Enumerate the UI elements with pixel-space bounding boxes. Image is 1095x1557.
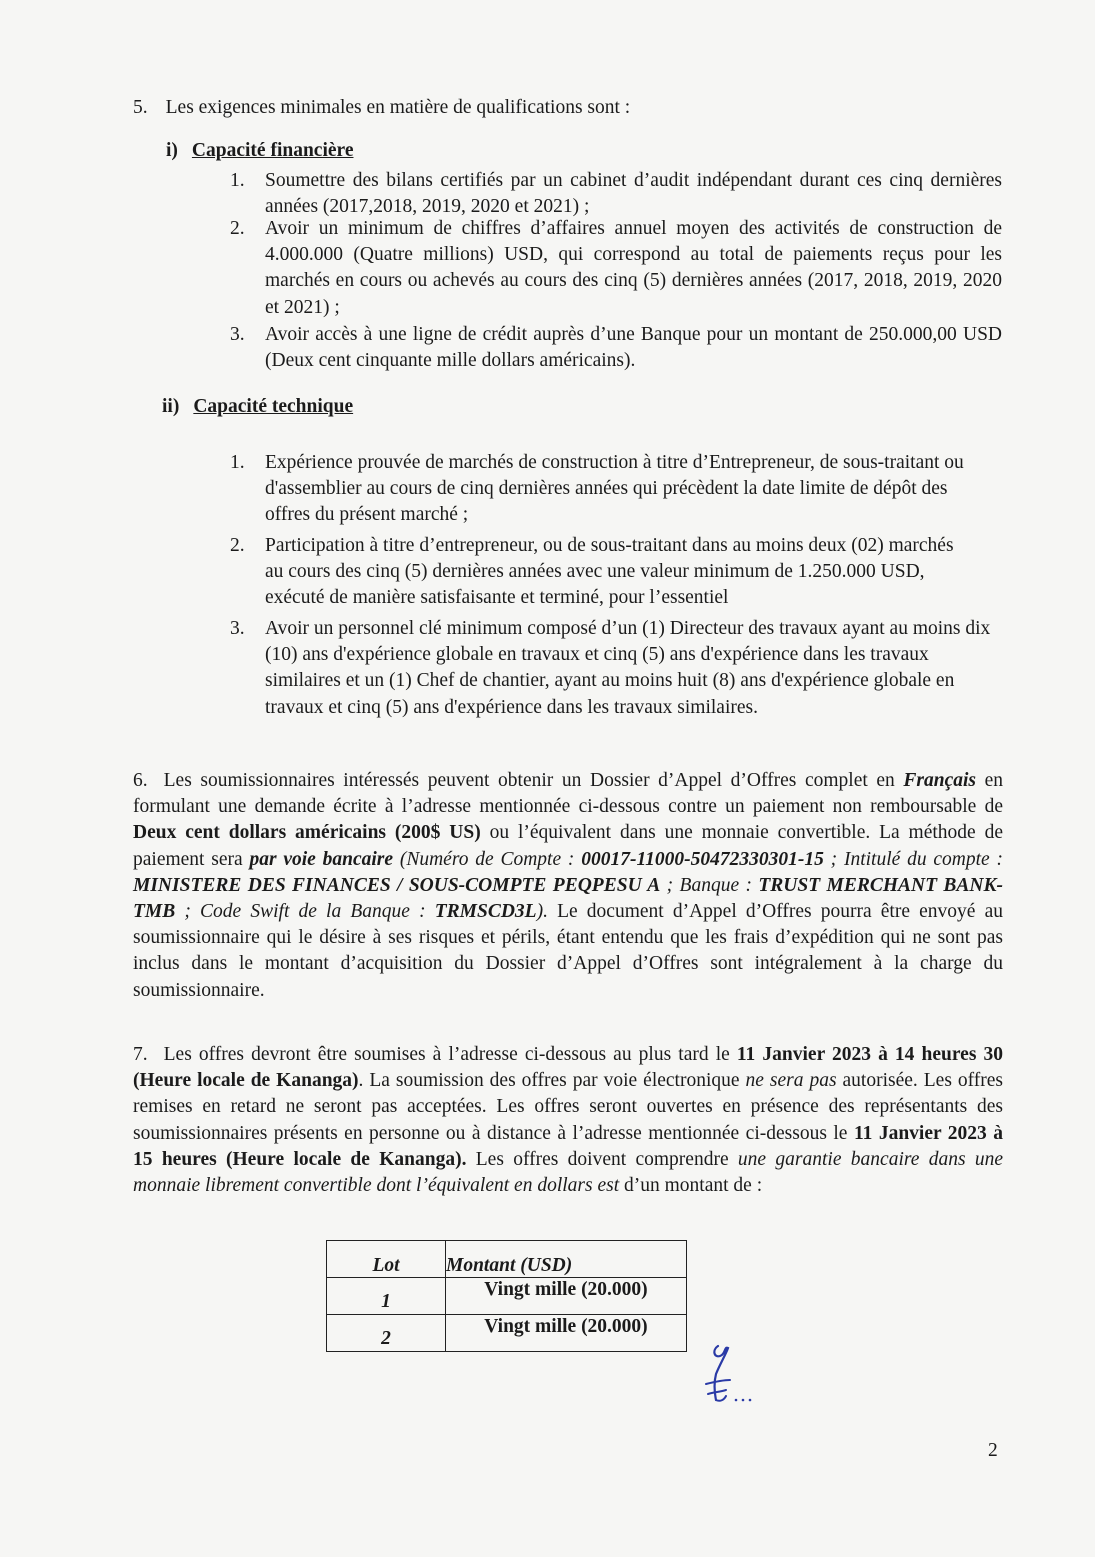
text-run: Les soumissionnaires intéressés peuvent obtenir un Dossier d’Appel d’Offres complet en	[163, 770, 904, 791]
section-7-number: 7.	[133, 1044, 148, 1065]
opening-date: 11 Janvier 2023 à 15 heures (Heure locale de Kananga).	[133, 1122, 1003, 1170]
list-item-text: Avoir un minimum de chiffres d’affaires annuel moyen des activités de construction de 4.000.000 (Quatre millions) USD, qui correspond au total de paiements reçus pour les marchés en cours ou achevés au cours des cinq (5) dernières années (2017, 2018, 2019, 2020 et 2021) ;	[265, 218, 1002, 318]
technical-capacity-label: ii)	[162, 396, 180, 417]
section-5-heading	[133, 95, 630, 121]
column-header-amount: Montant (USD)	[446, 1241, 687, 1278]
column-header-lot: Lot	[327, 1241, 446, 1278]
financial-capacity-label: i)	[166, 140, 178, 161]
text-run: ; Intitulé du compte :	[823, 848, 1003, 870]
table-row	[327, 1278, 687, 1315]
submission-deadline: 11 Janvier 2023 à 14 heures 30 (Heure locale de Kananga)	[133, 1044, 1003, 1092]
list-item-text: Avoir accès à une ligne de crédit auprès d’une Banque pour un montant de 250.000,00 USD (Deux cent cinquante mille dollars américains).	[265, 324, 1002, 372]
language-emphasis: Français	[903, 770, 976, 791]
lot-amount: Vingt mille (20.000)	[484, 1316, 648, 1337]
text-run: d’un montant de :	[619, 1175, 763, 1197]
text-run: ; Code Swift de la Banque :	[175, 901, 435, 923]
list-item-text: Avoir un personnel clé minimum composé d’un (1) Directeur des travaux ayant au moins dix (10) ans d'expérience globale en travaux et cinq (5) ans d'expérience dans les travaux similaires et un (1) Chef de chantier, ayant au moins huit (8) ans d'expérience globale en travaux et cinq (5) ans d'expérience dans les travaux similaires.	[265, 618, 991, 718]
lot-guarantee-table	[326, 1240, 687, 1352]
text-run: Les offres doivent comprendre	[466, 1148, 738, 1170]
list-item-text: Expérience prouvée de marchés de construction à titre d’Entrepreneur, de sous-traitant ou d'assemblier au cours de cinq dernières années qui précèdent la date limite de dépôt des offres du présent marché ;	[265, 452, 964, 526]
guarantee-emphasis: une garantie bancaire dans une monnaie librement convertible dont l’équivalent en dollars est	[133, 1148, 1003, 1197]
table-cell-amount	[446, 1315, 687, 1352]
text-run: en formulant une demande écrite à l’adresse mentionnée ci-dessous contre un paiement non remboursable de	[133, 770, 1003, 818]
technical-capacity-heading	[162, 396, 353, 418]
list-number: 2.	[230, 535, 245, 556]
lot-number: 1	[381, 1291, 391, 1312]
list-number: 2.	[230, 218, 245, 239]
section-6-paragraph	[133, 768, 1003, 1004]
table-cell-lot	[327, 1278, 446, 1315]
text-run: . La soumission des offres par voie électronique	[358, 1070, 746, 1092]
swift-code: TRMSCD3L	[434, 901, 537, 923]
technical-item-2	[230, 533, 975, 612]
section-5-intro: Les exigences minimales en matière de qualifications sont :	[165, 97, 631, 118]
technical-item-1	[230, 450, 975, 529]
list-number: 3.	[230, 618, 245, 639]
financial-item-2	[230, 216, 1002, 321]
list-number: 1.	[230, 170, 245, 191]
text-run: Les offres devront être soumises à l’adresse ci-dessous au plus tard le	[163, 1044, 737, 1065]
page-number: 2	[988, 1440, 998, 1461]
bank-name: TRUST MERCHANT BANK-TMB	[133, 874, 1003, 923]
table-header-row	[327, 1241, 687, 1278]
list-number: 1.	[230, 452, 245, 473]
section-6-number: 6.	[133, 770, 148, 791]
account-title: MINISTERE DES FINANCES / SOUS-COMPTE PEQPESU A	[133, 874, 661, 896]
text-run: (Numéro de Compte :	[393, 848, 582, 870]
payment-method: par voie bancaire	[249, 848, 394, 870]
text-run: Le document d’Appel d’Offres pourra être envoyé au soumissionnaire qui le désire à ses risques et périls, étant entendu que les frais d’expédition qui ne sont pas inclus dans le montant d’acquisition du Dossier d’Appel d’Offres sont intégralement à la charge du soumissionnaire.	[133, 901, 1003, 1001]
handwritten-initials-icon	[690, 1340, 760, 1420]
text-run: ; Banque :	[660, 874, 759, 896]
list-item-text: Soumettre des bilans certifiés par un cabinet d’audit indépendant durant ces cinq dernières années (2017,2018, 2019, 2020 et 2021) ;	[265, 170, 1002, 218]
list-number: 3.	[230, 324, 245, 345]
text-run: autorisée. Les offres remises en retard ne seront pas acceptées. Les offres seront ouvertes en présence des représentants des soumissionnaires présents en personne ou à distance à l’adresse mentionnée ci-dessous le	[133, 1070, 1004, 1144]
fee-amount: Deux cent dollars américains (200$ US)	[133, 822, 481, 844]
technical-capacity-title: Capacité technique	[193, 396, 354, 417]
text-run: ).	[536, 901, 548, 923]
technical-item-3	[230, 616, 1000, 721]
section-7-paragraph	[133, 1042, 1003, 1199]
table-cell-lot	[327, 1315, 446, 1352]
financial-item-1	[230, 168, 1002, 220]
not-allowed-emphasis: ne sera pas	[745, 1070, 837, 1092]
financial-item-3	[230, 322, 1002, 374]
account-number: 00017-11000-50472330301-15	[581, 848, 824, 870]
section-5-number: 5.	[133, 97, 148, 118]
table-cell-amount	[446, 1278, 687, 1315]
text-run: ou l’équivalent dans une monnaie convertible. La méthode de paiement sera	[133, 822, 1003, 870]
lot-number: 2	[381, 1328, 391, 1349]
financial-capacity-title: Capacité financière	[191, 140, 354, 161]
lot-amount: Vingt mille (20.000)	[484, 1279, 648, 1300]
table-row	[327, 1315, 687, 1352]
list-item-text: Participation à titre d’entrepreneur, ou de sous-traitant dans au moins deux (02) marchés au cours des cinq (5) dernières années avec une valeur minimum de 1.250.000 USD, exécuté de manière satisfaisante et terminé, pour l’essentiel	[265, 535, 954, 609]
financial-capacity-heading	[166, 140, 353, 162]
